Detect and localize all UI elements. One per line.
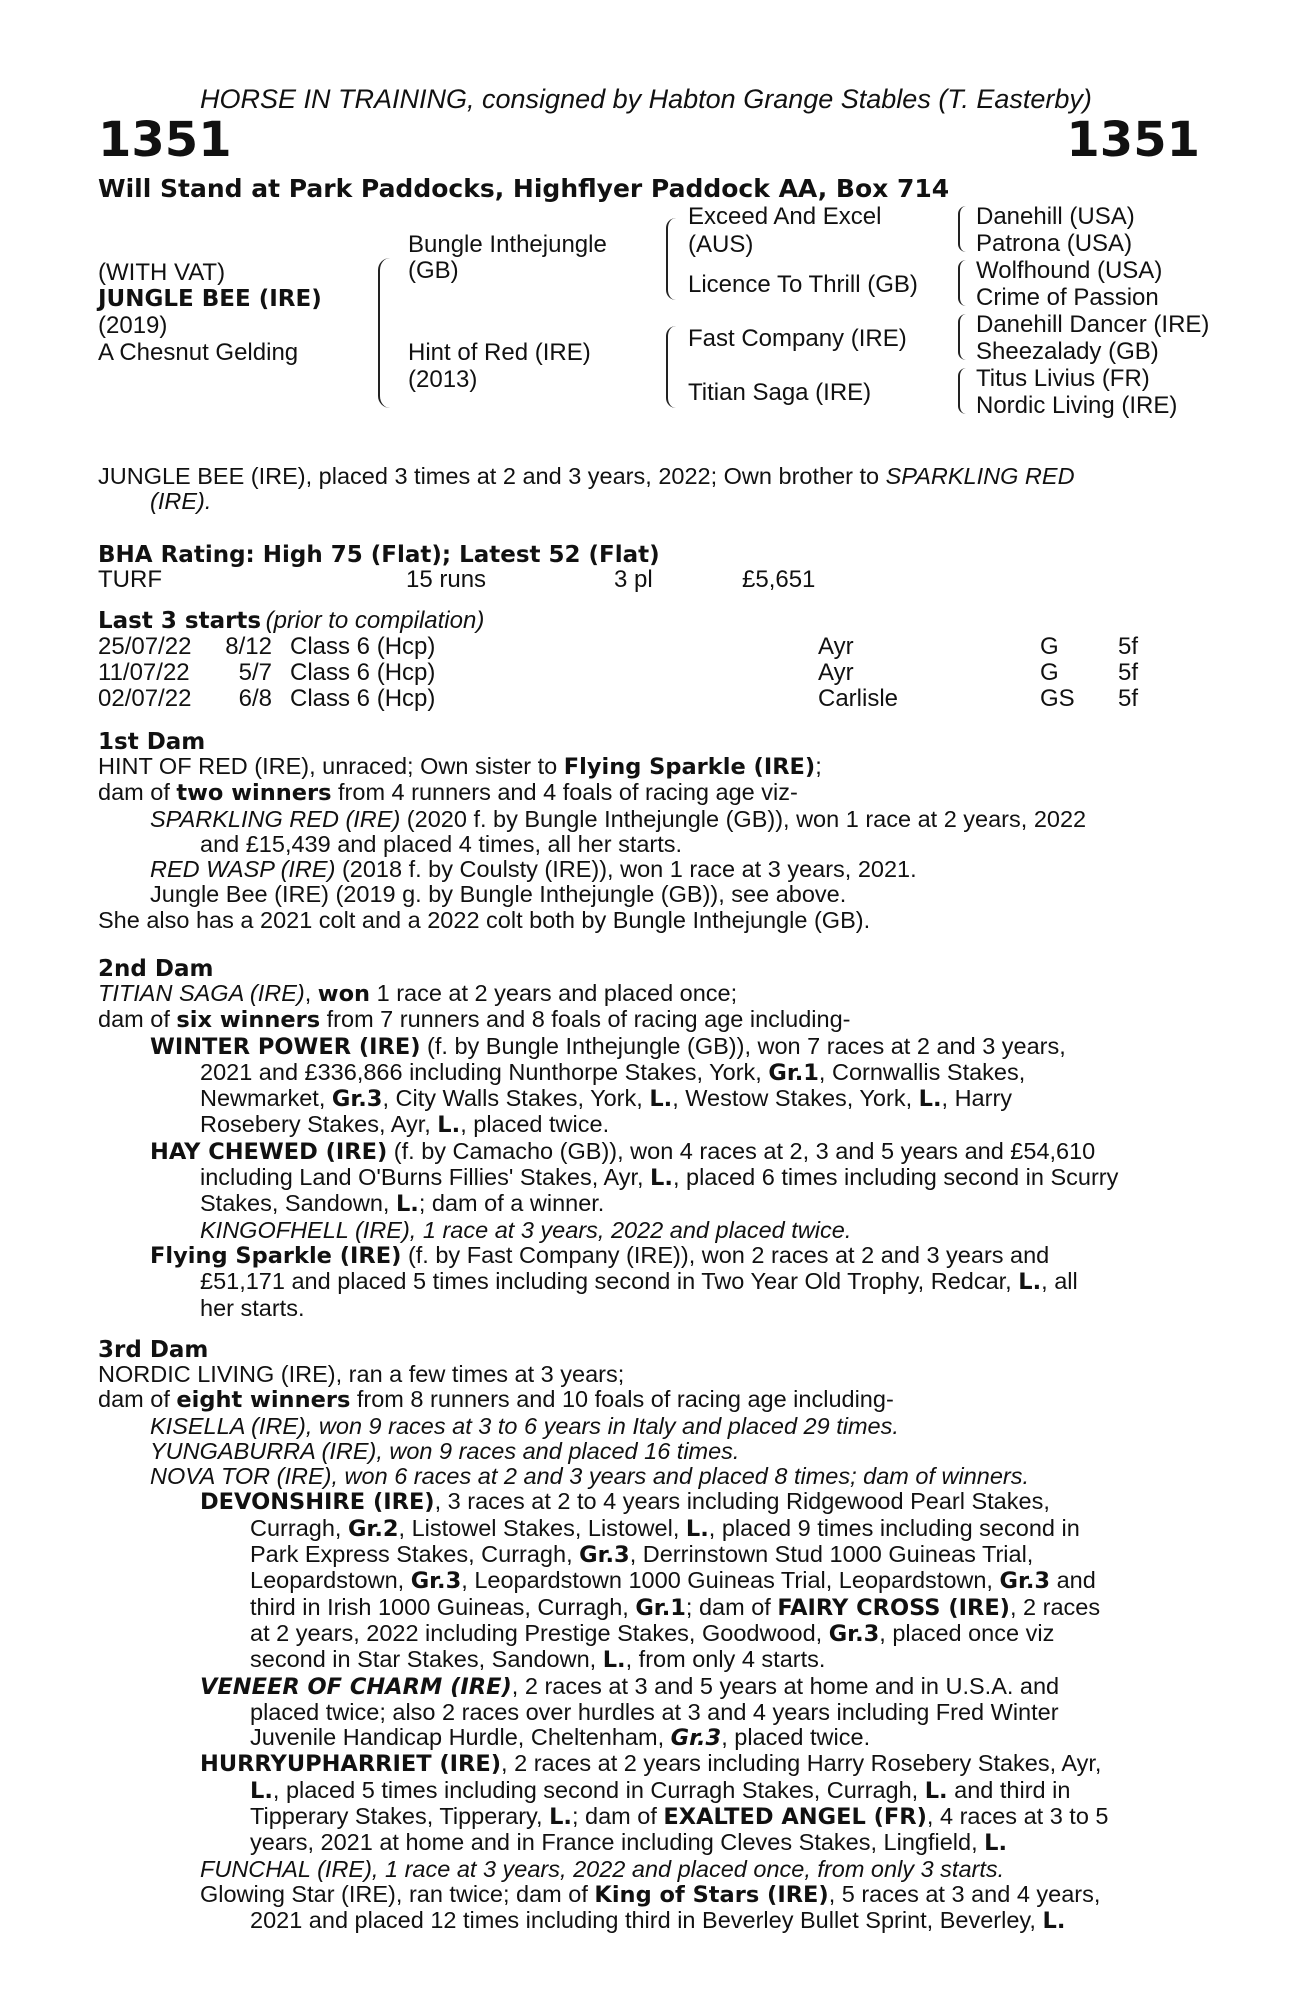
- progeny-record: 2021 and placed 12 times including third in Beverley Bullet Sprint, Beverley,: [250, 1907, 1043, 1934]
- progeny-record: , City Walls Stakes, York,: [382, 1085, 650, 1112]
- listed-label: L.: [437, 1112, 461, 1139]
- dam3-title: 3rd Dam: [98, 1337, 209, 1363]
- progeny-record: Juvenile Handicap Hurdle, Cheltenham,: [250, 1724, 671, 1751]
- progeny-record: , placed 5 times including second in Curragh Stakes, Curragh,: [272, 1776, 925, 1803]
- progeny-record: Glowing Star (IRE), ran twice; dam of: [200, 1880, 595, 1907]
- listed-label: L.: [549, 1804, 572, 1831]
- rating-title: BHA Rating: High 75 (Flat); Latest 52 (Flat): [98, 542, 660, 568]
- dam1-text: She also has a 2021 colt and a 2022 colt both by Bungle Inthejungle (GB).: [98, 906, 871, 933]
- grandparent-6: Sheezalady (GB): [976, 338, 1159, 365]
- progeny-record: NOVA TOR (IRE), won 6 races at 2 and 3 years and placed 8 times; dam of winners.: [150, 1463, 1030, 1490]
- dam1-section: [98, 754, 1208, 933]
- progeny-record: and: [1050, 1567, 1096, 1594]
- start-position: 8/12: [225, 633, 272, 660]
- progeny-name: RED WASP (IRE): [150, 856, 336, 883]
- progeny-name: DEVONSHIRE (IRE): [200, 1489, 435, 1516]
- listed-label: L.: [924, 1777, 948, 1804]
- dam1-text: from 4 runners and 4 foals of racing age viz-: [331, 779, 798, 806]
- dam-sire: Fast Company (IRE): [688, 325, 907, 352]
- dam-dam: Titian Saga (IRE): [688, 379, 872, 406]
- progeny-record: Leopardstown,: [250, 1567, 411, 1594]
- start-date: 11/07/22: [98, 659, 190, 686]
- listed-label: L.: [918, 1086, 942, 1113]
- pedigree-brace: [378, 258, 390, 408]
- progeny-record: , all: [1041, 1268, 1078, 1295]
- progeny-record: 2021 and £336,866 including Nunthorpe Stakes, York,: [200, 1058, 769, 1085]
- dam2-text: 1 race at 2 years and placed once;: [370, 980, 738, 1006]
- progeny-record: , Derrinstown Stud 1000 Guineas Trial,: [629, 1541, 1034, 1568]
- pedigree-brace: [666, 218, 676, 300]
- progeny-name: EXALTED ANGEL (FR): [663, 1804, 927, 1831]
- progeny-record: and third in: [947, 1776, 1071, 1803]
- start-class: Class 6 (Hcp): [290, 659, 436, 686]
- listed-label: L.: [602, 1647, 626, 1674]
- rating-earnings: £5,651: [742, 566, 816, 593]
- progeny-record: , from only 4 starts.: [625, 1646, 826, 1673]
- dam1-text: dam of: [98, 779, 177, 806]
- progeny-name: VENEER OF CHARM (IRE): [200, 1673, 512, 1700]
- dam1-sibling: Flying Sparkle (IRE): [563, 754, 816, 780]
- listed-label: L.: [1018, 1269, 1042, 1296]
- grade-label: Gr.1: [768, 1059, 819, 1086]
- dam3-text: from 8 runners and 10 foals of racing age including-: [350, 1386, 894, 1413]
- progeny-record: third in Irish 1000 Guineas, Curragh,: [250, 1593, 636, 1620]
- progeny-record: , placed once viz: [879, 1619, 1055, 1646]
- dam2-text: won: [317, 981, 371, 1007]
- summary-sibling-suffix: (IRE).: [150, 488, 212, 515]
- progeny-record: (2020 f. by Bungle Inthejungle (GB)), won 1 race at 2 years, 2022: [400, 805, 1087, 832]
- grandparent-5: Danehill Dancer (IRE): [976, 311, 1210, 338]
- dam1-text: HINT OF RED (IRE), unraced; Own sister to: [98, 753, 564, 779]
- sire-sire-line-2: (AUS): [688, 231, 754, 258]
- start-distance: 5f: [1118, 659, 1139, 686]
- progeny-record: , placed twice.: [721, 1724, 871, 1751]
- progeny-name: HURRYUPHARRIET (IRE): [200, 1751, 502, 1778]
- progeny-record: at 2 years, 2022 including Prestige Stakes, Goodwood,: [250, 1619, 829, 1646]
- listed-label: L.: [250, 1777, 273, 1804]
- dam2-winners: six winners: [176, 1007, 321, 1034]
- dam1-title: 1st Dam: [98, 729, 206, 755]
- start-date: 25/07/22: [98, 633, 192, 660]
- progeny-record: , placed twice.: [460, 1111, 610, 1138]
- sire-line-1: Bungle Inthejungle: [408, 231, 607, 258]
- start-position: 6/8: [238, 685, 272, 712]
- lot-number-left: 1351: [98, 112, 232, 168]
- starts-note: (prior to compilation): [265, 607, 485, 634]
- lot-number-right: 1351: [1066, 112, 1200, 168]
- dam2-section: [98, 981, 1208, 1321]
- dam2-name: TITIAN SAGA (IRE): [98, 980, 305, 1006]
- dam3-text: NORDIC LIVING (IRE), ran a few times at 3 years;: [98, 1361, 625, 1387]
- progeny-record: Stakes, Sandown,: [200, 1190, 396, 1217]
- sire-dam: Licence To Thrill (GB): [688, 271, 918, 298]
- grade-label: Gr.1: [635, 1594, 686, 1621]
- starts-heading: [98, 608, 484, 634]
- progeny-name: SPARKLING RED (IRE): [150, 805, 401, 832]
- horse-summary: [98, 464, 1206, 515]
- progeny-record: , 2 races at 2 years including Harry Rosebery Stakes, Ayr,: [501, 1750, 1102, 1777]
- progeny-record: , placed 6 times including second in Scurry: [672, 1164, 1119, 1191]
- dam2-text: ,: [304, 980, 318, 1006]
- stand-location: Will Stand at Park Paddocks, Highflyer Paddock AA, Box 714: [98, 174, 950, 203]
- listed-label: L.: [685, 1515, 709, 1542]
- grandparent-2: Patrona (USA): [976, 230, 1133, 257]
- progeny-name: Flying Sparkle (IRE): [150, 1242, 402, 1269]
- rating-surface: TURF: [98, 566, 162, 593]
- progeny-record: (f. by Fast Company (IRE)), won 2 races at 2 and 3 years and: [401, 1241, 1050, 1268]
- start-going: G: [1040, 633, 1059, 660]
- progeny-name: King of Stars (IRE): [594, 1881, 829, 1908]
- progeny-record: Curragh,: [250, 1514, 348, 1541]
- dam2-text: dam of: [98, 1006, 177, 1033]
- dam2-title: 2nd Dam: [98, 956, 214, 982]
- progeny-record: Park Express Stakes, Curragh,: [250, 1541, 580, 1568]
- progeny-record: ; dam of a winner.: [418, 1190, 605, 1217]
- horse-year: (2019): [98, 312, 168, 339]
- progeny-record: , 5 races at 3 and 4 years,: [828, 1880, 1101, 1907]
- progeny-record: ; dam of: [685, 1593, 778, 1620]
- start-course: Ayr: [818, 633, 854, 660]
- listed-label: L.: [395, 1191, 419, 1218]
- listed-label: L.: [649, 1086, 673, 1113]
- dam-line-1: Hint of Red (IRE): [408, 339, 591, 366]
- vat-note: (WITH VAT): [98, 259, 226, 286]
- sire-line-2: (GB): [408, 257, 459, 284]
- grandparent-3: Wolfhound (USA): [976, 257, 1163, 284]
- start-course: Ayr: [818, 659, 854, 686]
- progeny-record: second in Star Stakes, Sandown,: [250, 1646, 603, 1673]
- start-distance: 5f: [1118, 633, 1139, 660]
- progeny-record: , Cornwallis Stakes,: [818, 1058, 1026, 1085]
- starts-title: Last 3 starts: [98, 608, 262, 634]
- consignment-line: HORSE IN TRAINING, consigned by Habton Grange Stables (T. Easterby): [200, 84, 1092, 114]
- progeny-record: and £15,439 and placed 4 times, all her starts.: [200, 830, 683, 857]
- dam1-text: ;: [815, 753, 822, 779]
- progeny-record: , Westow Stakes, York,: [672, 1085, 919, 1112]
- progeny-record: £51,171 and placed 5 times including second in Two Year Old Trophy, Redcar,: [200, 1268, 1019, 1295]
- rating-placed: 3 pl: [614, 566, 653, 593]
- progeny-record: , 2 races: [1009, 1593, 1101, 1620]
- grade-label: Gr.3: [828, 1620, 880, 1647]
- progeny-record: (2018 f. by Coulsty (IRE)), won 1 race at 3 years, 2021.: [335, 856, 917, 883]
- rating-runs: 15 runs: [406, 566, 487, 593]
- horse-name: JUNGLE BEE (IRE): [98, 286, 322, 312]
- progeny-record: her starts.: [200, 1294, 305, 1321]
- grade-label: Gr.3: [999, 1568, 1051, 1595]
- progeny-record: , placed 9 times including second in: [708, 1514, 1080, 1541]
- progeny-record: years, 2021 at home and in France including Cleves Stakes, Lingfield,: [250, 1829, 985, 1856]
- dam3-section: [98, 1362, 1208, 1935]
- progeny-record: (f. by Bungle Inthejungle (GB)), won 7 races at 2 and 3 years,: [420, 1032, 1066, 1059]
- progeny-record: including Land O'Burns Fillies' Stakes, Ayr,: [200, 1164, 651, 1191]
- pedigree-brace: [958, 260, 966, 306]
- pedigree-brace: [666, 326, 676, 408]
- start-class: Class 6 (Hcp): [290, 685, 436, 712]
- progeny-record: KISELLA (IRE), won 9 races at 3 to 6 years in Italy and placed 29 times.: [150, 1412, 899, 1439]
- horse-description: A Chesnut Gelding: [98, 339, 299, 366]
- grade-label: Gr.3: [331, 1086, 383, 1113]
- start-going: G: [1040, 659, 1059, 686]
- pedigree-brace: [958, 206, 966, 252]
- progeny-record: KINGOFHELL (IRE), 1 race at 3 years, 2022 and placed twice.: [200, 1216, 852, 1243]
- grandparent-1: Danehill (USA): [976, 203, 1135, 230]
- pedigree-brace: [958, 368, 966, 414]
- dam3-winners: eight winners: [176, 1387, 351, 1414]
- grade-label: Gr.2: [347, 1515, 399, 1542]
- start-course: Carlisle: [818, 685, 899, 712]
- progeny-record: (f. by Camacho (GB)), won 4 races at 2, 3 and 5 years and £54,610: [387, 1137, 1096, 1164]
- progeny-record: Jungle Bee (IRE) (2019 g. by Bungle Inthejungle (GB)), see above.: [150, 881, 847, 908]
- sire-sire-line-1: Exceed And Excel: [688, 203, 882, 230]
- dam-line-2: (2013): [408, 366, 478, 393]
- start-date: 02/07/22: [98, 685, 192, 712]
- progeny-record: , 2 races at 3 and 5 years at home and in U.S.A. and: [511, 1672, 1060, 1699]
- progeny-record: placed twice; also 2 races over hurdles at 3 and 4 years including Fred Winter: [250, 1698, 1059, 1725]
- progeny-record: YUNGABURRA (IRE), won 9 races and placed 16 times.: [150, 1437, 740, 1464]
- summary-sibling: SPARKLING RED: [885, 463, 1075, 489]
- progeny-name: WINTER POWER (IRE): [150, 1033, 421, 1060]
- progeny-name: FAIRY CROSS (IRE): [777, 1594, 1010, 1621]
- grade-label: Gr.3: [670, 1725, 722, 1752]
- dam1-winners: two winners: [176, 780, 332, 807]
- grandparent-8: Nordic Living (IRE): [976, 392, 1178, 419]
- progeny-record: , Listowel Stakes, Listowel,: [398, 1514, 686, 1541]
- start-class: Class 6 (Hcp): [290, 633, 436, 660]
- progeny-record: , 4 races at 3 to 5: [926, 1803, 1109, 1830]
- grade-label: Gr.3: [410, 1568, 462, 1595]
- progeny-name: HAY CHEWED (IRE): [150, 1138, 388, 1165]
- progeny-record: ; dam of: [571, 1803, 664, 1830]
- progeny-record: , Leopardstown 1000 Guineas Trial, Leopardstown,: [461, 1567, 1000, 1594]
- progeny-record: Newmarket,: [200, 1085, 332, 1112]
- dam2-text: from 7 runners and 8 foals of racing age including-: [320, 1006, 851, 1033]
- listed-label: L.: [984, 1830, 1008, 1857]
- dam3-text: dam of: [98, 1386, 177, 1413]
- start-distance: 5f: [1118, 685, 1139, 712]
- start-position: 5/7: [238, 659, 272, 686]
- grade-label: Gr.3: [579, 1542, 630, 1569]
- start-going: GS: [1040, 685, 1075, 712]
- progeny-record: FUNCHAL (IRE), 1 race at 3 years, 2022 and placed once, from only 3 starts.: [200, 1855, 1005, 1882]
- progeny-record: Tipperary Stakes, Tipperary,: [250, 1803, 550, 1830]
- progeny-record: , Harry: [941, 1085, 1013, 1112]
- progeny-record: , 3 races at 2 to 4 years including Ridgewood Pearl Stakes,: [434, 1488, 1050, 1515]
- summary-text: JUNGLE BEE (IRE), placed 3 times at 2 and 3 years, 2022; Own brother to: [98, 463, 886, 489]
- listed-label: L.: [1042, 1908, 1066, 1935]
- listed-label: L.: [650, 1165, 673, 1192]
- grandparent-7: Titus Livius (FR): [976, 365, 1150, 392]
- grandparent-4: Crime of Passion: [976, 284, 1159, 311]
- pedigree-brace: [958, 314, 966, 360]
- progeny-record: Rosebery Stakes, Ayr,: [200, 1111, 438, 1138]
